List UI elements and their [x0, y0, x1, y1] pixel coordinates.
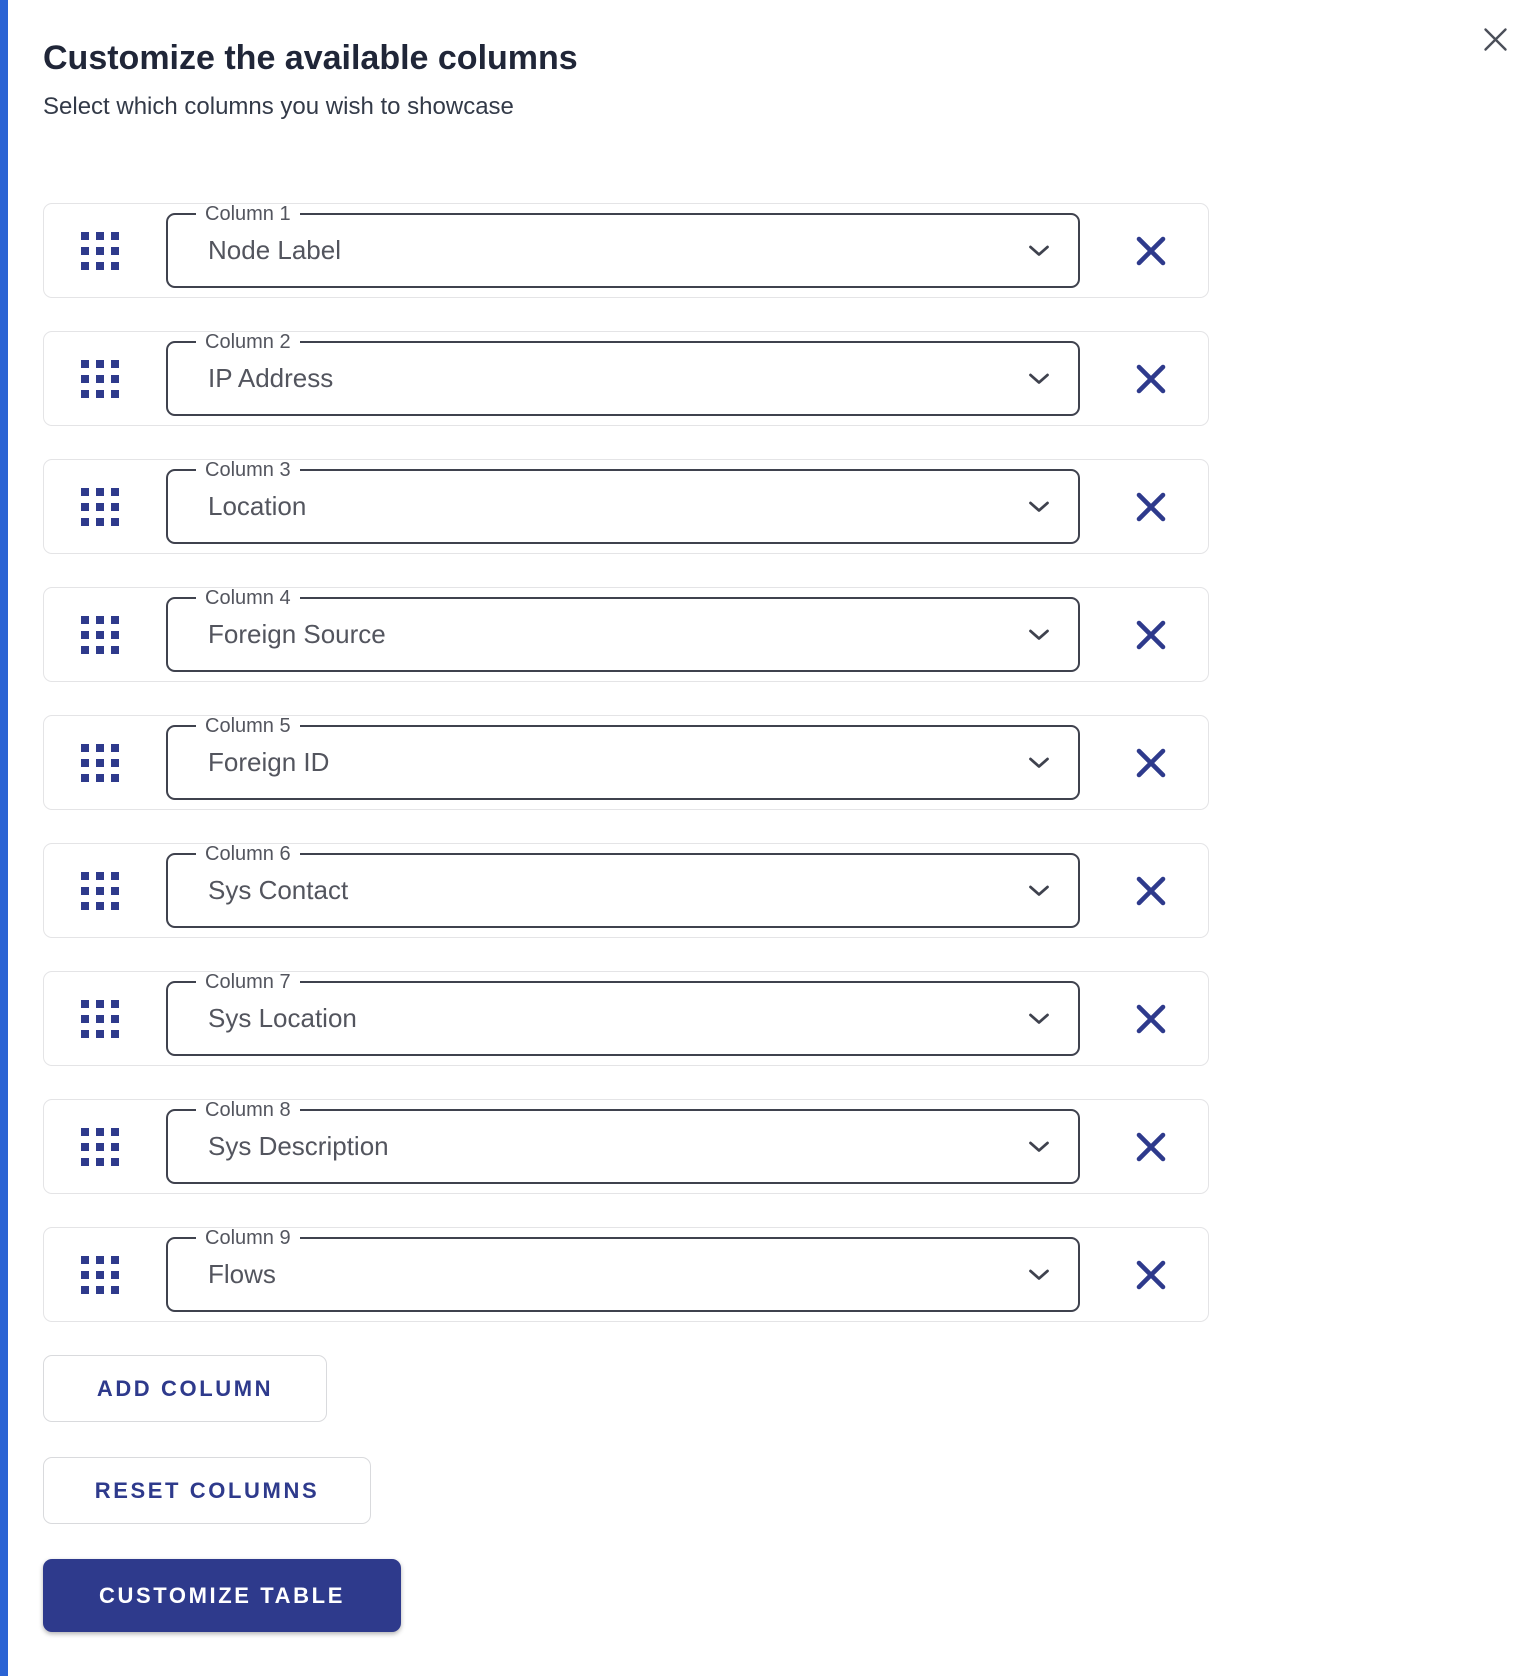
- drag-dot: [81, 1256, 89, 1264]
- column-select-label: Column 6: [196, 844, 300, 864]
- drag-dot: [96, 631, 104, 639]
- drag-dot: [81, 360, 89, 368]
- column-select-label: Column 8: [196, 1100, 300, 1120]
- drag-dot: [81, 390, 89, 398]
- drag-dot: [111, 488, 119, 496]
- column-row: [43, 203, 1209, 298]
- column-select-value: Sys Description: [208, 1131, 389, 1161]
- drag-dot: [81, 872, 89, 880]
- drag-dot: [81, 1143, 89, 1151]
- x-icon: [1134, 1130, 1168, 1164]
- drag-dot: [81, 262, 89, 270]
- left-accent-bar: [0, 0, 8, 1676]
- drag-dot: [111, 616, 119, 624]
- chevron-down-icon: [1028, 756, 1050, 769]
- drag-dot: [111, 631, 119, 639]
- drag-dot: [96, 1256, 104, 1264]
- drag-dot: [96, 887, 104, 895]
- drag-dot: [111, 390, 119, 398]
- column-select[interactable]: [166, 587, 1080, 672]
- column-row: [43, 971, 1209, 1066]
- customize-table-button[interactable]: CUSTOMIZE TABLE: [43, 1559, 401, 1632]
- drag-dot: [111, 887, 119, 895]
- drag-dot: [81, 1128, 89, 1136]
- column-row: [43, 715, 1209, 810]
- chevron-down-icon: [1028, 628, 1050, 641]
- drag-dot: [96, 232, 104, 240]
- drag-dot: [81, 616, 89, 624]
- drag-dot: [81, 902, 89, 910]
- drag-dot: [81, 1000, 89, 1008]
- column-select-label: Column 9: [196, 1228, 300, 1248]
- column-select[interactable]: [166, 971, 1080, 1056]
- column-select[interactable]: [166, 715, 1080, 800]
- drag-dot: [96, 390, 104, 398]
- close-icon: [1482, 26, 1509, 53]
- drag-dot: [81, 646, 89, 654]
- remove-column-button[interactable]: [1134, 618, 1168, 652]
- drag-dot: [81, 887, 89, 895]
- remove-column-button[interactable]: [1134, 1130, 1168, 1164]
- column-select-label: Column 7: [196, 972, 300, 992]
- drag-dot: [96, 262, 104, 270]
- drag-handle-icon[interactable]: [81, 232, 119, 270]
- column-select-value: Node Label: [208, 235, 341, 265]
- drag-dot: [111, 872, 119, 880]
- remove-column-button[interactable]: [1134, 362, 1168, 396]
- drag-dot: [96, 518, 104, 526]
- drag-dot: [111, 1271, 119, 1279]
- x-icon: [1134, 1258, 1168, 1292]
- drag-dot: [81, 759, 89, 767]
- drag-handle-icon[interactable]: [81, 872, 119, 910]
- drag-dot: [111, 375, 119, 383]
- column-select-value: Sys Location: [208, 1003, 357, 1033]
- drag-dot: [111, 646, 119, 654]
- drag-dot: [96, 616, 104, 624]
- column-select-value: Sys Contact: [208, 875, 349, 905]
- drag-dot: [81, 774, 89, 782]
- column-select-value: Flows: [208, 1259, 276, 1289]
- drag-dot: [96, 247, 104, 255]
- drag-dot: [111, 1015, 119, 1023]
- x-icon: [1134, 874, 1168, 908]
- column-row: [43, 843, 1209, 938]
- drag-handle-icon[interactable]: [81, 616, 119, 654]
- drag-dot: [111, 1128, 119, 1136]
- column-row: [43, 331, 1209, 426]
- column-row: [43, 587, 1209, 682]
- drag-handle-icon[interactable]: [81, 1256, 119, 1294]
- drag-dot: [111, 759, 119, 767]
- drag-dot: [111, 1030, 119, 1038]
- drag-dot: [81, 1015, 89, 1023]
- column-select[interactable]: [166, 331, 1080, 416]
- column-select-value: Foreign ID: [208, 747, 330, 777]
- column-select-label: Column 4: [196, 588, 300, 608]
- chevron-down-icon: [1028, 500, 1050, 513]
- drag-handle-icon[interactable]: [81, 744, 119, 782]
- drag-handle-icon[interactable]: [81, 360, 119, 398]
- remove-column-button[interactable]: [1134, 1258, 1168, 1292]
- x-icon: [1134, 362, 1168, 396]
- column-select-label: Column 2: [196, 332, 300, 352]
- chevron-down-icon: [1028, 1012, 1050, 1025]
- drag-dot: [111, 360, 119, 368]
- column-row: [43, 459, 1209, 554]
- column-select-label: Column 5: [196, 716, 300, 736]
- column-select-label: Column 3: [196, 460, 300, 480]
- drag-dot: [96, 872, 104, 880]
- drag-dot: [96, 902, 104, 910]
- drag-dot: [111, 1158, 119, 1166]
- drag-dot: [111, 518, 119, 526]
- dialog-title: Customize the available columns: [43, 39, 578, 77]
- drag-dot: [81, 247, 89, 255]
- column-select[interactable]: [166, 1227, 1080, 1312]
- drag-handle-icon[interactable]: [81, 488, 119, 526]
- drag-dot: [96, 759, 104, 767]
- x-icon: [1134, 234, 1168, 268]
- drag-dot: [111, 744, 119, 752]
- drag-dot: [96, 1000, 104, 1008]
- drag-dot: [81, 1030, 89, 1038]
- drag-dot: [96, 1030, 104, 1038]
- drag-dot: [81, 488, 89, 496]
- column-select-value: IP Address: [208, 363, 334, 393]
- drag-dot: [111, 503, 119, 511]
- drag-dot: [96, 774, 104, 782]
- remove-column-button[interactable]: [1134, 1002, 1168, 1036]
- drag-dot: [111, 232, 119, 240]
- column-select[interactable]: [166, 459, 1080, 544]
- drag-dot: [111, 774, 119, 782]
- remove-column-button[interactable]: [1134, 490, 1168, 524]
- drag-dot: [111, 1256, 119, 1264]
- column-select[interactable]: [166, 1099, 1080, 1184]
- drag-dot: [81, 1286, 89, 1294]
- drag-dot: [81, 503, 89, 511]
- drag-dot: [111, 1143, 119, 1151]
- drag-dot: [96, 1143, 104, 1151]
- column-list: [43, 203, 1536, 1322]
- reset-columns-button[interactable]: RESET COLUMNS: [43, 1457, 371, 1524]
- drag-dot: [111, 1000, 119, 1008]
- x-icon: [1134, 746, 1168, 780]
- drag-dot: [81, 232, 89, 240]
- drag-dot: [96, 1286, 104, 1294]
- drag-dot: [81, 631, 89, 639]
- x-icon: [1134, 1002, 1168, 1036]
- column-select-value: Location: [208, 491, 307, 521]
- drag-dot: [96, 375, 104, 383]
- drag-handle-icon[interactable]: [81, 1128, 119, 1166]
- chevron-down-icon: [1028, 372, 1050, 385]
- dialog-subtitle: Select which columns you wish to showcase: [43, 93, 514, 120]
- column-row: [43, 1227, 1209, 1322]
- column-select[interactable]: [166, 203, 1080, 288]
- drag-dot: [96, 1128, 104, 1136]
- drag-dot: [111, 1286, 119, 1294]
- column-row: [43, 1099, 1209, 1194]
- remove-column-button[interactable]: [1134, 234, 1168, 268]
- drag-dot: [96, 1158, 104, 1166]
- drag-dot: [96, 488, 104, 496]
- close-button[interactable]: [1476, 20, 1514, 58]
- drag-dot: [111, 247, 119, 255]
- drag-dot: [81, 518, 89, 526]
- drag-dot: [96, 1271, 104, 1279]
- drag-dot: [96, 360, 104, 368]
- drag-dot: [96, 1015, 104, 1023]
- drag-dot: [111, 262, 119, 270]
- column-select[interactable]: [166, 843, 1080, 928]
- drag-dot: [96, 646, 104, 654]
- remove-column-button[interactable]: [1134, 746, 1168, 780]
- add-column-button[interactable]: ADD COLUMN: [43, 1355, 327, 1422]
- column-select-label: Column 1: [196, 204, 300, 224]
- drag-dot: [81, 1158, 89, 1166]
- chevron-down-icon: [1028, 1268, 1050, 1281]
- drag-dot: [111, 902, 119, 910]
- chevron-down-icon: [1028, 884, 1050, 897]
- x-icon: [1134, 490, 1168, 524]
- drag-dot: [81, 375, 89, 383]
- remove-column-button[interactable]: [1134, 874, 1168, 908]
- drag-handle-icon[interactable]: [81, 1000, 119, 1038]
- chevron-down-icon: [1028, 1140, 1050, 1153]
- drag-dot: [81, 744, 89, 752]
- drag-dot: [96, 744, 104, 752]
- x-icon: [1134, 618, 1168, 652]
- chevron-down-icon: [1028, 244, 1050, 257]
- column-select-value: Foreign Source: [208, 619, 386, 649]
- drag-dot: [81, 1271, 89, 1279]
- drag-dot: [96, 503, 104, 511]
